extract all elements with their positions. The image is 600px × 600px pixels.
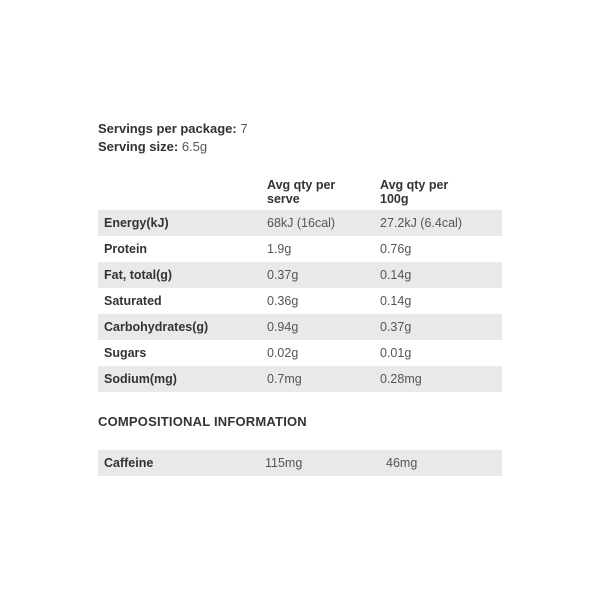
per-serve-value: 115mg bbox=[265, 456, 303, 470]
per-100g-value: 46mg bbox=[386, 456, 418, 470]
header-per-100g: Avg qty per 100g bbox=[380, 178, 449, 206]
header-per-serve: Avg qty per serve bbox=[267, 178, 336, 206]
per-100g-value: 27.2kJ (6.4cal) bbox=[380, 216, 462, 230]
per-100g-value: 0.01g bbox=[380, 346, 412, 360]
nutrient-name: Carbohydrates(g) bbox=[104, 320, 209, 334]
nutrient-name: Saturated bbox=[104, 294, 162, 308]
nutrient-name: Sodium(mg) bbox=[104, 372, 177, 386]
servings-per-package-value: 7 bbox=[240, 121, 248, 136]
per-100g-value: 0.28mg bbox=[380, 372, 422, 386]
nutrient-name: Protein bbox=[104, 242, 148, 256]
nutrient-name: Fat, total(g) bbox=[104, 268, 173, 282]
per-serve-value: 0.36g bbox=[267, 294, 299, 308]
compositional-info-title: COMPOSITIONAL INFORMATION bbox=[98, 414, 307, 429]
table-row bbox=[98, 262, 502, 288]
serving-info bbox=[98, 120, 248, 156]
per-serve-value: 0.7mg bbox=[267, 372, 302, 386]
nutrient-name: Energy(kJ) bbox=[104, 216, 169, 230]
serving-size bbox=[98, 138, 248, 156]
compositional-table bbox=[98, 450, 502, 476]
table-row bbox=[98, 450, 502, 476]
table-row bbox=[98, 314, 502, 340]
per-100g-value: 0.14g bbox=[380, 268, 412, 282]
ingredient-name: Caffeine bbox=[104, 456, 154, 470]
table-row bbox=[98, 210, 502, 236]
servings-per-package bbox=[98, 120, 248, 138]
table-row bbox=[98, 366, 502, 392]
serving-size-value: 6.5g bbox=[181, 139, 208, 154]
per-100g-value: 0.14g bbox=[380, 294, 412, 308]
serving-size-label: Serving size: bbox=[98, 139, 179, 154]
nutrition-table bbox=[98, 176, 502, 392]
per-100g-value: 0.37g bbox=[380, 320, 412, 334]
nutrient-name: Sugars bbox=[104, 346, 147, 360]
table-row bbox=[98, 288, 502, 314]
per-serve-value: 1.9g bbox=[267, 242, 292, 256]
table-row bbox=[98, 236, 502, 262]
per-serve-value: 68kJ (16cal) bbox=[267, 216, 336, 230]
per-serve-value: 0.02g bbox=[267, 346, 299, 360]
servings-per-package-label: Servings per package: bbox=[98, 121, 237, 136]
per-serve-value: 0.94g bbox=[267, 320, 299, 334]
table-row bbox=[98, 340, 502, 366]
per-serve-value: 0.37g bbox=[267, 268, 299, 282]
nutrition-table-header bbox=[98, 176, 502, 210]
per-100g-value: 0.76g bbox=[380, 242, 412, 256]
